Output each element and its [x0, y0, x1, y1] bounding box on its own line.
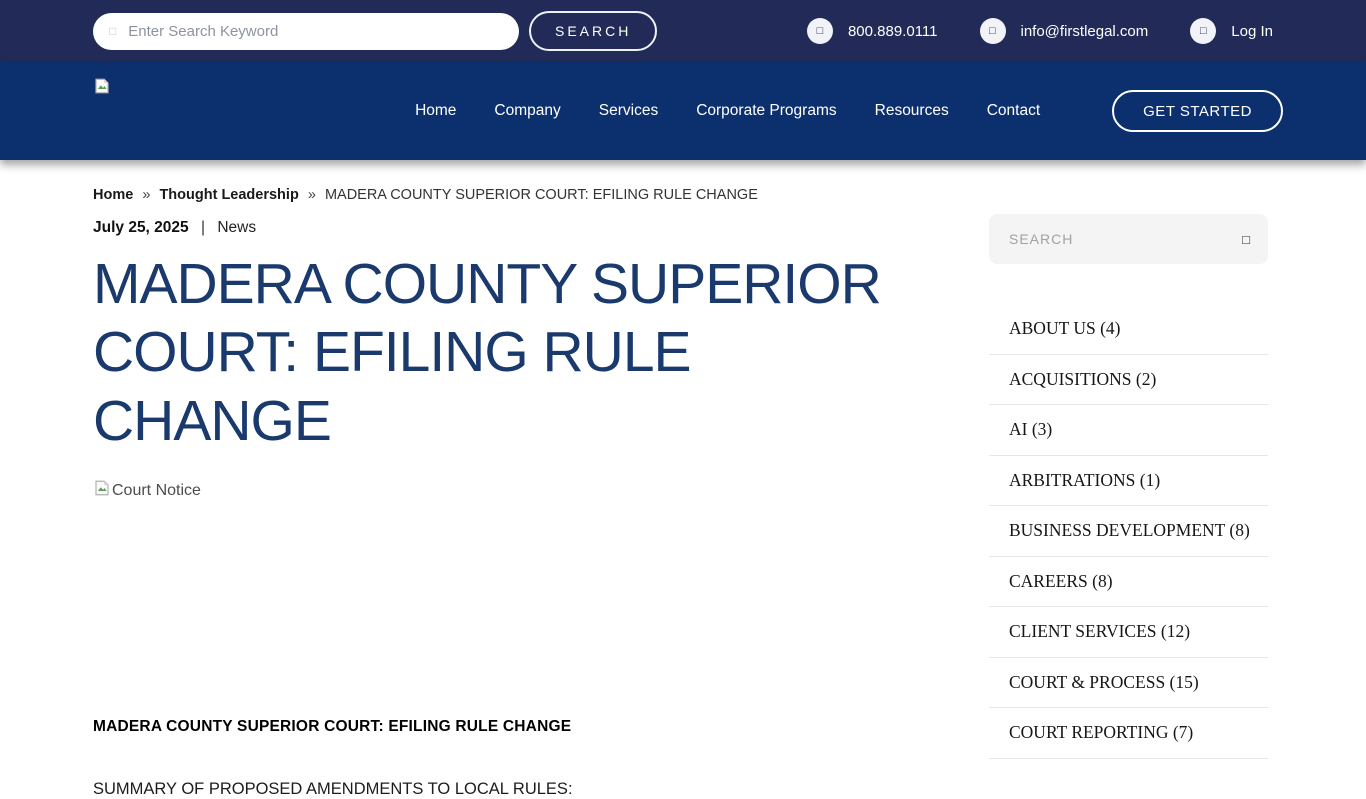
- category-arbitrations[interactable]: ARBITRATIONS (1): [989, 456, 1268, 507]
- phone-icon: □: [807, 18, 833, 44]
- sidebar-search-input[interactable]: [1009, 231, 1242, 247]
- category-client-services[interactable]: CLIENT SERVICES (12): [989, 607, 1268, 658]
- sidebar-search-box[interactable]: [989, 214, 1268, 264]
- nav-item-company[interactable]: Company: [494, 102, 561, 119]
- category-ai[interactable]: AI (3): [989, 405, 1268, 456]
- category-business-development[interactable]: BUSINESS DEVELOPMENT (8): [989, 506, 1268, 557]
- phone-link[interactable]: [807, 18, 938, 44]
- header-search-input-wrap[interactable]: [93, 13, 519, 50]
- phone-number: 800.889.0111: [847, 22, 938, 40]
- topbar-contacts: [807, 18, 1273, 44]
- nav-item-corporate-programs[interactable]: Corporate Programs: [696, 102, 837, 119]
- email-address: info@firstlegal.com: [1020, 22, 1149, 40]
- header-search-form: [93, 11, 657, 51]
- meta-divider: |: [200, 219, 206, 236]
- category-list: [989, 304, 1268, 759]
- breadcrumb-current: MADERA COUNTY SUPERIOR COURT: EFILING RULE CHANGE: [324, 187, 758, 203]
- nav-item-contact[interactable]: Contact: [986, 102, 1041, 119]
- broken-logo-image-icon[interactable]: [93, 77, 111, 95]
- article-column: [93, 187, 953, 799]
- broken-image-icon: [93, 479, 111, 502]
- sidebar-search-icon[interactable]: □: [1242, 231, 1250, 247]
- main-navbar: [0, 62, 1366, 160]
- search-input[interactable]: [128, 23, 503, 40]
- breadcrumb-separator: »: [142, 187, 151, 203]
- nav-item-home[interactable]: Home: [415, 102, 457, 119]
- article-meta: [93, 219, 953, 237]
- breadcrumb: [93, 187, 953, 203]
- login-link[interactable]: [1190, 18, 1273, 44]
- breadcrumb-thought-leadership[interactable]: Thought Leadership: [159, 187, 299, 203]
- nav-menu: [415, 90, 1283, 132]
- user-icon: □: [1190, 18, 1216, 44]
- article-category[interactable]: News: [217, 219, 257, 236]
- nav-item-resources[interactable]: Resources: [874, 102, 949, 119]
- login-label: Log In: [1231, 22, 1273, 40]
- get-started-button[interactable]: GET STARTED: [1112, 90, 1283, 132]
- nav-item-services[interactable]: Services: [598, 102, 659, 119]
- article-body-text: SUMMARY OF PROPOSED AMENDMENTS TO LOCAL RULES:: [93, 780, 573, 799]
- category-court-process[interactable]: COURT & PROCESS (15): [989, 658, 1268, 709]
- category-court-reporting[interactable]: COURT REPORTING (7): [989, 708, 1268, 759]
- article-body-heading: MADERA COUNTY SUPERIOR COURT: EFILING RULE CHANGE: [93, 718, 572, 736]
- sidebar: [989, 187, 1268, 799]
- image-alt-text: Court Notice: [112, 481, 201, 499]
- search-button[interactable]: SEARCH: [529, 11, 657, 51]
- breadcrumb-home[interactable]: Home: [93, 187, 134, 203]
- category-about-us[interactable]: ABOUT US (4): [989, 304, 1268, 355]
- article-image-row: [93, 479, 953, 502]
- breadcrumb-separator: »: [307, 187, 316, 203]
- email-icon: □: [980, 18, 1006, 44]
- article-date: July 25, 2025: [93, 219, 189, 236]
- category-acquisitions[interactable]: ACQUISITIONS (2): [989, 355, 1268, 406]
- empty-image-area: [93, 502, 953, 718]
- search-icon: □: [109, 24, 117, 38]
- email-link[interactable]: [980, 18, 1149, 44]
- page-title: MADERA COUNTY SUPERIOR COURT: EFILING RULE CHANGE: [93, 252, 881, 453]
- top-utility-bar: [0, 0, 1366, 62]
- page-content: [0, 160, 1366, 799]
- category-careers[interactable]: CAREERS (8): [989, 557, 1268, 608]
